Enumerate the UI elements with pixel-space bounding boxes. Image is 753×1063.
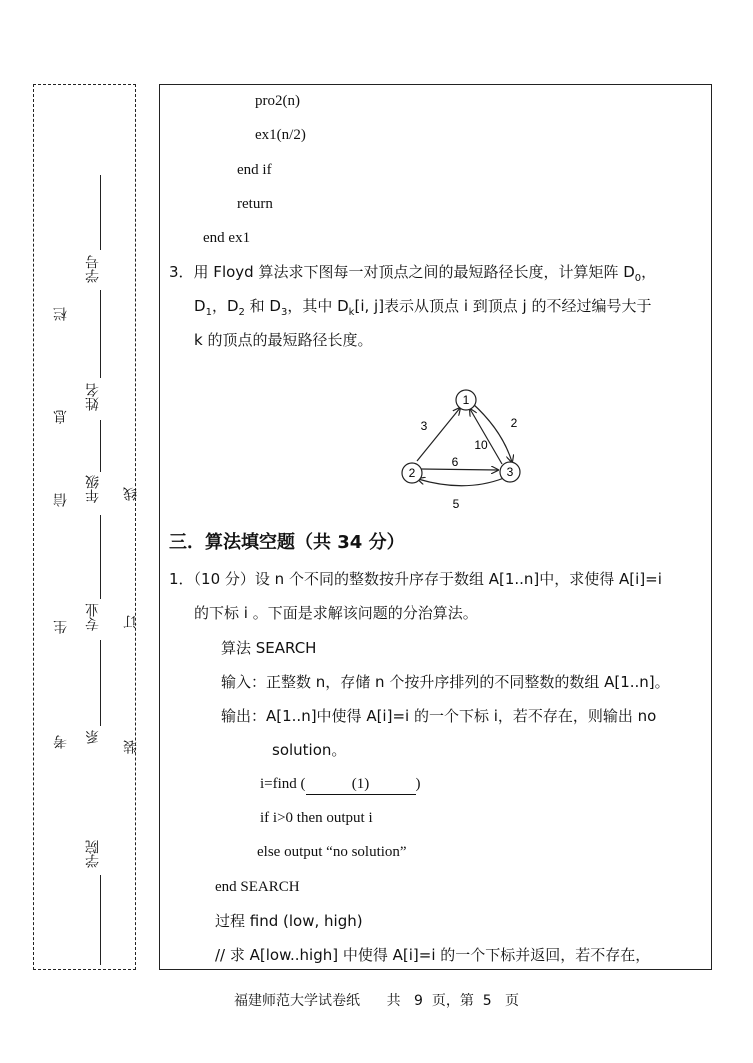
field-line [100,175,101,250]
node-2-label: 2 [408,466,416,480]
section-3-heading: 三．算法填空题（共 34 分） [169,532,405,553]
info-title-char: 息 [54,410,69,424]
exam-content-frame [159,84,712,970]
node-1-label: 1 [462,393,470,407]
field-line [100,875,101,965]
code-line: return [237,196,273,212]
weight-1-3: 2 [510,416,518,430]
field-line [100,515,101,599]
field-major: 专业 [86,603,101,631]
algo-title: 算法 SEARCH [221,639,317,657]
code-line: end ex1 [203,230,251,246]
field-college: 学院 [86,840,101,868]
question-1-line1: 1．（10 分）设 n 个不同的整数按升序存于数组 A[1..n]中，求使得 A[i]=i [169,570,662,588]
edge-2-1 [417,408,460,461]
info-title-char: 栏 [54,307,69,321]
field-name: 姓名 [86,383,101,411]
question-3-line1: 3．用 Floyd 算法求下图每一对顶点之间的最短路径长度，计算矩阵 $D_0$， [169,263,657,284]
code-line: pro2(n) [255,93,300,109]
binding-char: 装 [124,740,139,754]
weight-3-2: 5 [452,497,460,511]
blank-1[interactable]: (1) [306,774,416,795]
page-footer: 福建师范大学试卷纸 共 9 页，第 5 页 [233,993,520,1009]
question-3-line3: k 的顶点的最短路径长度。 [194,331,373,349]
algo-output-cont: solution。 [272,741,347,759]
code-line: ex1(n/2) [255,127,306,143]
proc-comment: // 求 A[low..high] 中使得 A[i]=i 的一个下标并返回，若不存在， [215,946,651,964]
node-3-label: 3 [506,465,514,479]
edge-1-3 [472,403,512,462]
info-title-char: 考 [54,735,69,749]
algo-output: 输出：A[1..n]中使得 A[i]=i 的一个下标 i，若不存在，则输出 no [221,707,657,725]
floyd-graph [390,385,530,515]
weight-3-1: 10 [474,438,488,452]
proc-find: 过程 find (low, high) [215,912,363,930]
field-student-id: 学号 [86,255,101,283]
code-line: end if [237,162,272,178]
code-if-line: if i>0 then output i [260,810,373,826]
binding-char: 订 [124,615,139,629]
weight-2-1: 3 [420,419,428,433]
field-grade: 年级 [86,475,101,503]
info-title-char: 信 [54,493,69,507]
algo-input: 输入：正整数 n，存储 n 个按升序排列的不同整数的数组 A[1..n]。 [221,673,670,691]
code-else-line: else output “no solution” [257,844,407,860]
question-3-line2: $D_1$，$D_2$ 和 $D_3$，其中 $D_k[i$, j]表示从顶点 i 到顶点 j 的不经过编号大于 [194,297,652,318]
edge-3-2 [418,478,504,486]
weight-2-3: 6 [451,455,459,469]
field-line [100,290,101,378]
binding-margin [33,84,139,970]
question-1-line2: 的下标 i 。下面是求解该问题的分治算法。 [194,604,478,622]
field-line [100,420,101,472]
info-title-char: 生 [54,620,69,634]
code-find-call: i=find ( (1) ) [260,774,421,795]
field-line [100,640,101,726]
binding-char: 线 [124,487,139,501]
code-end-search: end SEARCH [215,879,300,895]
field-dept: 系 [86,730,101,744]
edge-2-3 [421,469,498,470]
